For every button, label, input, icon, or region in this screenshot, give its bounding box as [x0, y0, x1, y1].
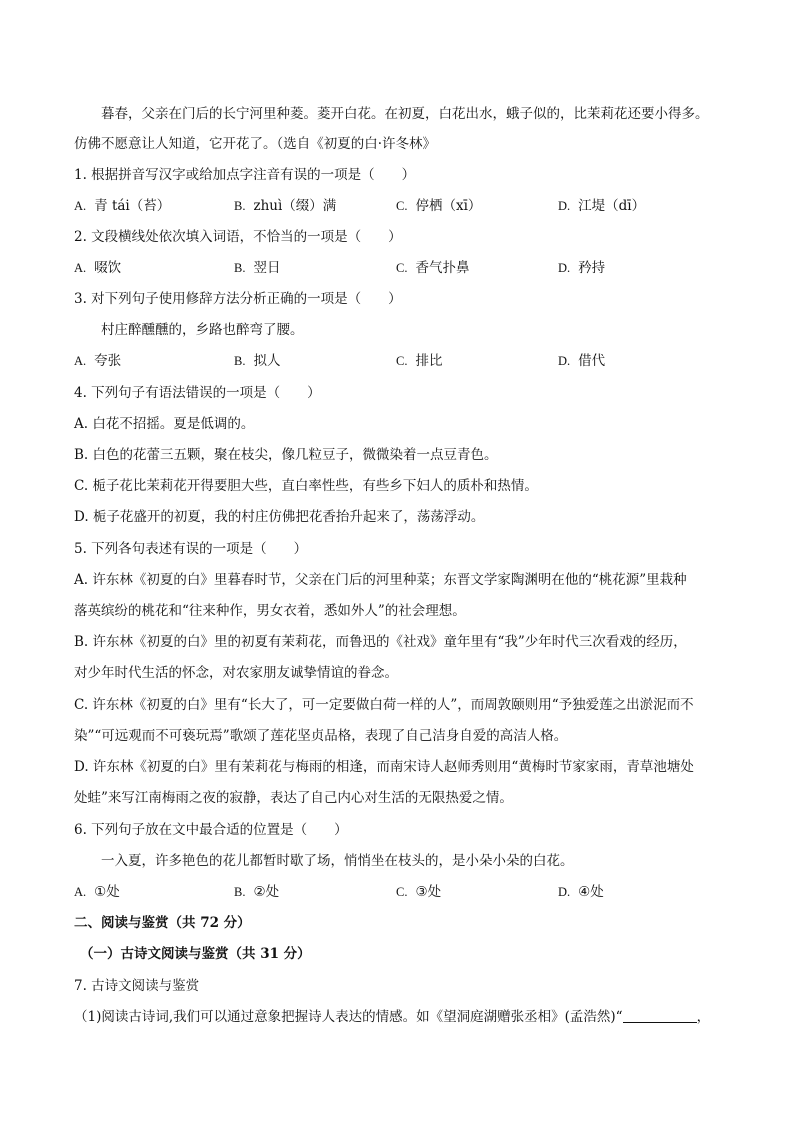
- option-c: C. 排比: [396, 353, 443, 369]
- option-a: A. 青 tái（苔）: [74, 198, 171, 214]
- question-3-options: [74, 351, 734, 371]
- question-4-option-b: B. 白色的花蕾三五颗，聚在枝尖，像几粒豆子，微微染着一点豆青色。: [74, 447, 498, 463]
- question-7-1-text: （1)阅读古诗词,我们可以通过意象把握诗人表达的情感。如《望洞庭湖赠张丞相》(孟浩然)“: [74, 1009, 623, 1025]
- passage-line-1: 暮春，父亲在门后的长宁河里种菱。菱开白花。在初夏，白花出水，蛾子似的，比茉莉花还要小得多。: [101, 106, 709, 122]
- option-c: C. 停栖（xī）: [396, 198, 482, 214]
- question-5-option-a-line-1: A. 许东林《初夏的白》里暮春时节，父亲在门后的河里种菜；东晋文学家陶渊明在他的“桃花源”里栽种: [74, 572, 687, 588]
- question-5-option-b-line-1: B. 许东林《初夏的白》里的初夏有茉莉花，而鲁迅的《社戏》童年里有“我”少年时代三次看戏的经历，: [74, 634, 687, 650]
- option-d: D. ④处: [558, 884, 604, 900]
- question-6-sentence: 一入夏，许多艳色的花儿都暂时歇了场，悄悄坐在枝头的，是小朵小朵的白花。: [101, 853, 574, 869]
- option-d: D. 江堤（dī）: [558, 198, 646, 214]
- option-a: A. 夸张: [74, 353, 122, 369]
- question-1-stem: 1. 根据拼音写汉字或给加点字注音有误的一项是（ ）: [74, 167, 416, 183]
- question-5-option-b-line-2: 对少年时代生活的怀念，对农家朋友诚挚情谊的眷念。: [74, 665, 398, 681]
- question-2-stem: 2. 文段横线处依次填入词语，不恰当的一项是（ ）: [74, 229, 402, 245]
- question-4-stem: 4. 下列句子有语法错误的一项是（ ）: [74, 385, 321, 401]
- question-5-option-a-line-2: 落英缤纷的桃花和“往来种作，男女衣着，悉如外人”的社会理想。: [74, 603, 466, 619]
- section-2-subheading: （一）古诗文阅读与鉴赏（共 31 分）: [80, 946, 311, 962]
- option-c: C. ③处: [396, 884, 442, 900]
- question-7-1: [74, 1007, 710, 1027]
- question-5-option-c-line-2: 染”“可远观而不可亵玩焉”歌颂了莲花坚贞品格，表现了自己洁身自爱的高洁人格。: [74, 728, 568, 744]
- question-3-sentence: 村庄醉醺醺的，乡路也醉弯了腰。: [101, 322, 304, 338]
- option-b: B. ②处: [234, 884, 280, 900]
- section-2-heading: 二、阅读与鉴赏（共 72 分）: [74, 915, 251, 931]
- question-7-1-tail: ，: [696, 1009, 711, 1025]
- question-3-stem: 3. 对下列句子使用修辞方法分析正确的一项是（ ）: [74, 291, 402, 307]
- option-d: D. 矜持: [558, 260, 606, 276]
- question-5-option-c-line-1: C. 许东林《初夏的白》里有“长大了，可一定要做白荷一样的人”，而周敦颐则用“予独爱莲之出淤泥而不: [74, 697, 694, 713]
- question-4-option-c: C. 栀子花比茉莉花开得要胆大些，直白率性些，有些乡下妇人的质朴和热情。: [74, 478, 538, 494]
- question-2-options: [74, 258, 734, 278]
- option-a: A. ①处: [74, 884, 120, 900]
- option-d: D. 借代: [558, 353, 606, 369]
- question-7-stem: 7. 古诗文阅读与鉴赏: [74, 978, 200, 994]
- option-a: A. 啜饮: [74, 260, 122, 276]
- question-4-option-d: D. 栀子花盛开的初夏，我的村庄仿佛把花香抬升起来了，荡荡浮动。: [74, 509, 485, 525]
- option-b: B. zhuì（缀）满: [234, 198, 337, 214]
- question-5-option-d-line-2: 处蛙”来写江南梅雨之夜的寂静，表达了自己内心对生活的无限热爱之情。: [74, 790, 513, 806]
- passage-line-2: 仿佛不愿意让人知道，它开花了。（选自《初夏的白·许冬林》: [74, 136, 437, 152]
- question-5-stem: 5. 下列各句表述有误的一项是（ ）: [74, 541, 308, 557]
- question-6-options: [74, 882, 734, 902]
- question-1-options: [74, 196, 734, 216]
- answer-blank[interactable]: [623, 1008, 697, 1023]
- option-b: B. 翌日: [234, 260, 281, 276]
- question-5-option-d-line-1: D. 许东林《初夏的白》里有茉莉花与梅雨的相逢，而南宋诗人赵师秀则用“黄梅时节家家雨，青草池塘处: [74, 759, 694, 775]
- option-c: C. 香气扑鼻: [396, 260, 470, 276]
- question-6-stem: 6. 下列句子放在文中最合适的位置是（ ）: [74, 822, 348, 838]
- question-4-option-a: A. 白花不招摇。夏是低调的。: [74, 416, 255, 432]
- option-b: B. 拟人: [234, 353, 281, 369]
